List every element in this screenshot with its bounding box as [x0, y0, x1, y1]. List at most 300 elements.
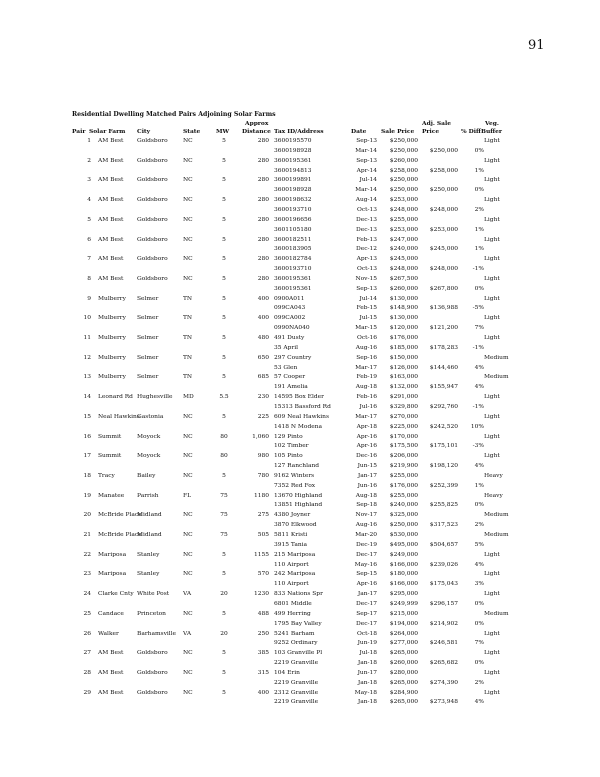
- cell-distance: 780: [257, 472, 269, 479]
- header-city: City: [137, 128, 151, 135]
- cell-distance: 315: [257, 669, 269, 676]
- table-row: [0, 599, 600, 609]
- cell-date: Sep-17: [356, 610, 377, 617]
- cell-date: Dec-17: [356, 620, 377, 627]
- table-row: [0, 550, 600, 560]
- cell-pct-diff: 3%: [474, 581, 484, 588]
- cell-solar-farm: Manatee: [98, 492, 125, 499]
- cell-adj-sale-price: $136,988: [429, 305, 458, 312]
- table-row: [0, 589, 600, 599]
- cell-mw: 5: [222, 669, 226, 676]
- cell-veg-buffer: Light: [484, 650, 500, 657]
- cell-date: Apr-14: [356, 167, 377, 174]
- cell-solar-farm: AM Best: [98, 138, 124, 144]
- cell-adj-sale-price: $273,948: [429, 699, 458, 706]
- cell-state: TN: [183, 374, 193, 381]
- cell-tax-id: 14595 Box Elder: [274, 394, 324, 401]
- cell-date: Mar-14: [355, 147, 377, 154]
- cell-city: Parrish: [137, 492, 159, 499]
- cell-pair: 4: [87, 197, 91, 204]
- cell-tax-id: 127 Ranchland: [274, 463, 320, 470]
- cell-pair: 14: [83, 394, 91, 401]
- table-row: [0, 323, 600, 333]
- cell-distance: 685: [257, 374, 269, 381]
- cell-adj-sale-price: $255,825: [429, 502, 458, 509]
- table-row: [0, 609, 600, 619]
- cell-date: Feb-15: [356, 305, 377, 312]
- table-row: [0, 343, 600, 353]
- cell-pair: 26: [83, 630, 91, 637]
- cell-sale-price: $225,000: [389, 423, 418, 430]
- cell-solar-farm: Mulberry: [98, 354, 126, 361]
- cell-veg-buffer: Light: [484, 138, 500, 144]
- cell-tax-id: 3600198928: [274, 187, 312, 194]
- cell-veg-buffer: Light: [484, 335, 500, 341]
- cell-tax-id: 499 Herring: [274, 610, 311, 617]
- cell-pct-diff: 5%: [474, 541, 484, 548]
- cell-pair: 9: [87, 295, 91, 302]
- cell-city: Midland: [137, 512, 162, 519]
- cell-pct-diff: 1%: [474, 167, 484, 174]
- cell-sale-price: $219,900: [389, 463, 418, 470]
- cell-mw: 5: [222, 335, 226, 341]
- cell-sale-price: $126,000: [389, 364, 418, 371]
- cell-pct-diff: -1%: [472, 344, 484, 351]
- cell-sale-price: $248,000: [389, 266, 418, 273]
- cell-solar-farm: McBride Place: [98, 512, 142, 519]
- table-row: [0, 560, 600, 570]
- cell-veg-buffer: Light: [484, 177, 500, 184]
- cell-pct-diff: 0%: [474, 147, 484, 154]
- cell-veg-buffer: Light: [484, 630, 500, 637]
- cell-veg-buffer: Light: [484, 394, 500, 401]
- cell-date: Apr-13: [356, 256, 377, 263]
- cell-city: Goldsboro: [137, 650, 168, 657]
- cell-sale-price: $530,000: [389, 532, 418, 538]
- cell-sale-price: $240,000: [389, 246, 418, 253]
- cell-pct-diff: 4%: [474, 561, 484, 568]
- cell-adj-sale-price: $274,390: [429, 679, 458, 686]
- cell-city: Midland: [137, 532, 162, 538]
- cell-sale-price: $260,000: [389, 285, 418, 292]
- cell-tax-id: 3600195570: [274, 138, 312, 144]
- table-row: [0, 520, 600, 530]
- cell-tax-id: 35 April: [274, 344, 298, 351]
- cell-solar-farm: AM Best: [98, 157, 124, 164]
- cell-date: Oct-13: [357, 266, 377, 273]
- cell-pair: 10: [83, 315, 91, 322]
- cell-veg-buffer: Light: [484, 571, 500, 578]
- cell-state: VA: [183, 591, 192, 598]
- cell-sale-price: $267,500: [389, 275, 418, 282]
- cell-tax-id: 1418 N Modena: [274, 423, 323, 430]
- table-row: [0, 313, 600, 323]
- cell-pct-diff: 4%: [474, 699, 484, 706]
- cell-date: Nov-17: [355, 512, 377, 519]
- table-row: [0, 166, 600, 176]
- cell-veg-buffer: Light: [484, 591, 500, 598]
- table-row: [0, 175, 600, 185]
- cell-pair: 19: [83, 492, 91, 499]
- table-row: [0, 461, 600, 471]
- cell-solar-farm: AM Best: [98, 197, 124, 204]
- cell-date: Aug-16: [355, 344, 377, 351]
- cell-date: Apr-16: [356, 443, 377, 450]
- table-row: [0, 471, 600, 481]
- cell-city: Bailey: [137, 472, 156, 479]
- cell-state: NC: [183, 551, 193, 558]
- cell-solar-farm: AM Best: [98, 650, 124, 657]
- cell-sale-price: $255,000: [389, 492, 418, 499]
- cell-pct-diff: -3%: [472, 443, 484, 450]
- cell-solar-farm: AM Best: [98, 177, 124, 184]
- cell-mw: 5: [222, 413, 226, 420]
- cell-sale-price: $175,500: [389, 443, 418, 450]
- cell-veg-buffer: Medium: [484, 532, 509, 538]
- cell-mw: 75: [220, 512, 228, 519]
- cell-adj-sale-price: $214,902: [429, 620, 458, 627]
- cell-sale-price: $249,000: [389, 551, 418, 558]
- cell-mw: 5: [222, 650, 226, 657]
- cell-state: NC: [183, 532, 193, 538]
- table-row: [0, 244, 600, 254]
- header-date: Date: [351, 128, 367, 135]
- cell-sale-price: $325,000: [389, 512, 418, 519]
- cell-pair: 25: [83, 610, 91, 617]
- cell-adj-sale-price: $178,283: [429, 344, 458, 351]
- table-row: [0, 629, 600, 639]
- cell-state: NC: [183, 571, 193, 578]
- cell-veg-buffer: Light: [484, 551, 500, 558]
- cell-tax-id: 3600195361: [274, 285, 312, 292]
- cell-tax-id: 609 Neal Hawkins: [274, 413, 329, 420]
- cell-pct-diff: 0%: [474, 660, 484, 667]
- table-row: [0, 303, 600, 313]
- cell-sale-price: $253,000: [389, 197, 418, 204]
- cell-state: NC: [183, 472, 193, 479]
- cell-state: TN: [183, 295, 193, 302]
- cell-solar-farm: McBride Place: [98, 532, 142, 538]
- cell-distance: 250: [257, 630, 269, 637]
- cell-tax-id: 099CA002: [274, 315, 306, 322]
- cell-city: Goldsboro: [137, 669, 168, 676]
- table-row: [0, 254, 600, 264]
- cell-veg-buffer: Medium: [484, 512, 509, 519]
- cell-tax-id: 6801 Middle: [274, 600, 312, 607]
- cell-solar-farm: Summit: [98, 433, 122, 440]
- header-pct-diff: % Diff: [461, 128, 481, 135]
- cell-tax-id: 53 Glen: [274, 364, 298, 371]
- cell-tax-id: 3600183905: [274, 246, 312, 253]
- cell-sale-price: $265,000: [389, 650, 418, 657]
- cell-solar-farm: AM Best: [98, 275, 124, 282]
- cell-mw: 5: [222, 315, 226, 322]
- cell-veg-buffer: Light: [484, 295, 500, 302]
- table-row: [0, 569, 600, 579]
- cell-mw: 20: [220, 591, 228, 598]
- cell-state: NC: [183, 512, 193, 519]
- table-row: [0, 195, 600, 205]
- cell-sale-price: $163,000: [389, 374, 418, 381]
- cell-adj-sale-price: $265,682: [429, 660, 458, 667]
- cell-city: Goldsboro: [137, 138, 168, 144]
- cell-veg-buffer: Light: [484, 413, 500, 420]
- cell-date: Dec-13: [356, 226, 377, 233]
- cell-date: Apr-18: [356, 423, 377, 430]
- cell-pair: 22: [83, 551, 91, 558]
- cell-pct-diff: -1%: [472, 403, 484, 410]
- cell-pair: 17: [83, 453, 91, 460]
- cell-date: Mar-17: [355, 364, 377, 371]
- table-row: [0, 235, 600, 245]
- cell-solar-farm: Walker: [98, 630, 119, 637]
- cell-veg-buffer: Medium: [484, 354, 509, 361]
- table-row: [0, 156, 600, 166]
- cell-tax-id: 1795 Bay Valley: [274, 620, 322, 627]
- cell-tax-id: 215 Mariposa: [274, 551, 316, 558]
- cell-pair: 23: [83, 571, 91, 578]
- cell-city: Princeton: [137, 610, 166, 617]
- cell-distance: 280: [257, 256, 269, 263]
- cell-tax-id: 3600196656: [274, 216, 312, 223]
- cell-tax-id: 4380 Joyner: [274, 512, 311, 519]
- cell-adj-sale-price: $296,157: [429, 600, 458, 607]
- cell-sale-price: $255,000: [389, 472, 418, 479]
- table-row: [0, 264, 600, 274]
- cell-adj-sale-price: $317,523: [429, 522, 458, 529]
- header-price: Price: [422, 128, 440, 135]
- cell-distance: 280: [257, 157, 269, 164]
- cell-city: Moyock: [137, 433, 161, 440]
- cell-pair: 24: [83, 591, 91, 598]
- cell-state: FL: [183, 492, 191, 499]
- cell-adj-sale-price: $250,000: [429, 147, 458, 154]
- cell-state: NC: [183, 138, 193, 144]
- cell-tax-id: 13851 Highland: [274, 502, 323, 509]
- cell-city: Stanley: [137, 571, 160, 578]
- cell-tax-id: 5811 Kristi: [274, 532, 308, 538]
- cell-pct-diff: 0%: [474, 285, 484, 292]
- table-row: [0, 668, 600, 678]
- table-row: [0, 284, 600, 294]
- cell-adj-sale-price: $198,120: [429, 463, 458, 470]
- cell-date: Jan-17: [357, 472, 377, 479]
- cell-distance: 650: [257, 354, 269, 361]
- cell-tax-id: 833 Nations Spr: [274, 591, 323, 598]
- cell-city: Goldsboro: [137, 256, 168, 263]
- table-row: [0, 530, 600, 540]
- cell-solar-farm: Leonard Rd: [98, 394, 133, 401]
- cell-adj-sale-price: $248,000: [429, 206, 458, 213]
- cell-sale-price: $265,000: [389, 699, 418, 706]
- cell-tax-id: 491 Dusty: [274, 335, 305, 341]
- cell-pair: 12: [83, 354, 91, 361]
- cell-pct-diff: 1%: [474, 226, 484, 233]
- cell-sale-price: $250,000: [389, 138, 418, 144]
- cell-distance: 1180: [254, 492, 269, 499]
- cell-distance: 400: [257, 689, 269, 696]
- cell-tax-id: 9162 Winters: [274, 472, 315, 479]
- cell-tax-id: 110 Airport: [274, 561, 309, 568]
- cell-sale-price: $185,000: [389, 344, 418, 351]
- cell-sale-price: $166,000: [389, 561, 418, 568]
- cell-city: Goldsboro: [137, 157, 168, 164]
- cell-distance: 280: [257, 197, 269, 204]
- cell-state: TN: [183, 315, 193, 322]
- cell-pct-diff: 2%: [474, 522, 484, 529]
- cell-solar-farm: Mariposa: [98, 571, 127, 578]
- cell-tax-id: 57 Cooper: [274, 374, 306, 381]
- cell-pair: 8: [87, 275, 91, 282]
- header-sale-price: Sale Price: [381, 128, 415, 135]
- cell-date: Nov-15: [355, 275, 377, 282]
- cell-tax-id: 297 Country: [274, 354, 312, 361]
- cell-pct-diff: 7%: [474, 640, 484, 647]
- cell-mw: 5: [222, 256, 226, 263]
- cell-state: MD: [183, 394, 194, 401]
- table-row: [0, 441, 600, 451]
- cell-distance: 980: [257, 453, 269, 460]
- cell-state: VA: [183, 630, 192, 637]
- table-row: [0, 402, 600, 412]
- cell-city: Selmer: [137, 295, 159, 302]
- cell-sale-price: $265,000: [389, 679, 418, 686]
- cell-tax-id: 3600193710: [274, 206, 312, 213]
- cell-solar-farm: Summit: [98, 453, 122, 460]
- cell-tax-id: 105 Pinto: [274, 453, 303, 460]
- cell-tax-id: 110 Airport: [274, 581, 309, 588]
- cell-pct-diff: 7%: [474, 325, 484, 332]
- cell-solar-farm: AM Best: [98, 236, 124, 243]
- table-row: [0, 225, 600, 235]
- cell-pct-diff: 0%: [474, 187, 484, 194]
- cell-date: Jun-16: [357, 482, 377, 489]
- cell-pct-diff: -5%: [472, 305, 484, 312]
- cell-date: Sep-16: [356, 354, 377, 361]
- cell-distance: 280: [257, 177, 269, 184]
- cell-state: TN: [183, 335, 193, 341]
- cell-date: Feb-16: [356, 394, 377, 401]
- cell-solar-farm: Tracy: [98, 472, 115, 479]
- cell-mw: 5: [222, 374, 226, 381]
- cell-date: Jun-17: [357, 669, 377, 676]
- table-row: [0, 678, 600, 688]
- cell-state: NC: [183, 275, 193, 282]
- table-row: [0, 146, 600, 156]
- cell-tax-id: 5241 Barham: [274, 630, 315, 637]
- cell-sale-price: $176,000: [389, 335, 418, 341]
- cell-sale-price: $176,000: [389, 482, 418, 489]
- cell-adj-sale-price: $175,101: [429, 443, 458, 450]
- cell-date: Sep-13: [356, 285, 377, 292]
- cell-date: Jan-18: [357, 679, 377, 686]
- cell-pct-diff: 0%: [474, 502, 484, 509]
- header-state: State: [183, 128, 201, 135]
- cell-distance: 385: [257, 650, 269, 657]
- cell-distance: 280: [257, 236, 269, 243]
- cell-date: Dec-19: [356, 541, 377, 548]
- cell-tax-id: 2219 Granville: [274, 679, 319, 686]
- cell-adj-sale-price: $242,520: [429, 423, 458, 430]
- cell-sale-price: $194,000: [389, 620, 418, 627]
- cell-sale-price: $248,000: [389, 206, 418, 213]
- cell-adj-sale-price: $250,000: [429, 187, 458, 194]
- cell-sale-price: $180,000: [389, 571, 418, 578]
- table-row: [0, 540, 600, 550]
- table-row: [0, 333, 600, 343]
- cell-sale-price: $329,800: [389, 403, 418, 410]
- cell-date: Mar-15: [355, 325, 377, 332]
- cell-adj-sale-price: $258,000: [429, 167, 458, 174]
- cell-date: Jul-16: [359, 403, 377, 410]
- cell-adj-sale-price: $246,581: [429, 640, 458, 647]
- cell-veg-buffer: Light: [484, 216, 500, 223]
- cell-sale-price: $270,000: [389, 413, 418, 420]
- cell-pair: 11: [83, 335, 91, 341]
- cell-tax-id: 0900A011: [274, 295, 305, 302]
- cell-date: Oct-16: [357, 335, 377, 341]
- cell-solar-farm: AM Best: [98, 669, 124, 676]
- cell-city: Goldsboro: [137, 216, 168, 223]
- cell-adj-sale-price: $504,657: [429, 541, 458, 548]
- table-row: [0, 215, 600, 225]
- table-row: [0, 697, 600, 707]
- cell-pair: 21: [83, 532, 91, 538]
- cell-sale-price: $264,000: [389, 630, 418, 637]
- table-row: [0, 422, 600, 432]
- cell-date: Sep-13: [356, 157, 377, 164]
- table-row: [0, 500, 600, 510]
- cell-city: Selmer: [137, 335, 159, 341]
- cell-tax-id: 7352 Red Fox: [274, 482, 316, 489]
- cell-mw: 5: [222, 689, 226, 696]
- table-row: [0, 372, 600, 382]
- cell-veg-buffer: Light: [484, 669, 500, 676]
- cell-date: Aug-18: [355, 384, 377, 391]
- cell-adj-sale-price: $175,043: [429, 581, 458, 588]
- cell-pair: 29: [83, 689, 91, 696]
- cell-adj-sale-price: $252,399: [429, 482, 458, 489]
- cell-date: Feb-13: [356, 236, 377, 243]
- cell-mw: 75: [220, 532, 228, 538]
- cell-tax-id: 102 Timber: [274, 443, 309, 450]
- cell-veg-buffer: Light: [484, 315, 500, 322]
- cell-distance: 225: [257, 413, 269, 420]
- table-row: [0, 579, 600, 589]
- cell-date: May-16: [354, 561, 377, 568]
- cell-solar-farm: Mulberry: [98, 295, 126, 302]
- table-row: [0, 491, 600, 501]
- cell-pct-diff: 2%: [474, 679, 484, 686]
- cell-pair: 13: [83, 374, 91, 381]
- table-row: [0, 205, 600, 215]
- cell-date: Mar-20: [355, 532, 377, 538]
- header-tax-id: Tax ID/Address: [274, 128, 324, 135]
- cell-solar-farm: Candace: [98, 610, 124, 617]
- cell-distance: 505: [257, 532, 269, 538]
- cell-tax-id: 3600182784: [274, 256, 312, 263]
- cell-date: Feb-19: [356, 374, 377, 381]
- cell-city: Selmer: [137, 315, 159, 322]
- cell-distance: 1230: [254, 591, 269, 598]
- cell-city: Selmer: [137, 374, 159, 381]
- cell-tax-id: 099CA043: [274, 305, 306, 312]
- cell-pct-diff: 10%: [470, 423, 484, 430]
- table-row: [0, 136, 600, 146]
- cell-distance: 400: [257, 295, 269, 302]
- cell-distance: 280: [257, 275, 269, 282]
- cell-sale-price: $284,900: [389, 689, 418, 696]
